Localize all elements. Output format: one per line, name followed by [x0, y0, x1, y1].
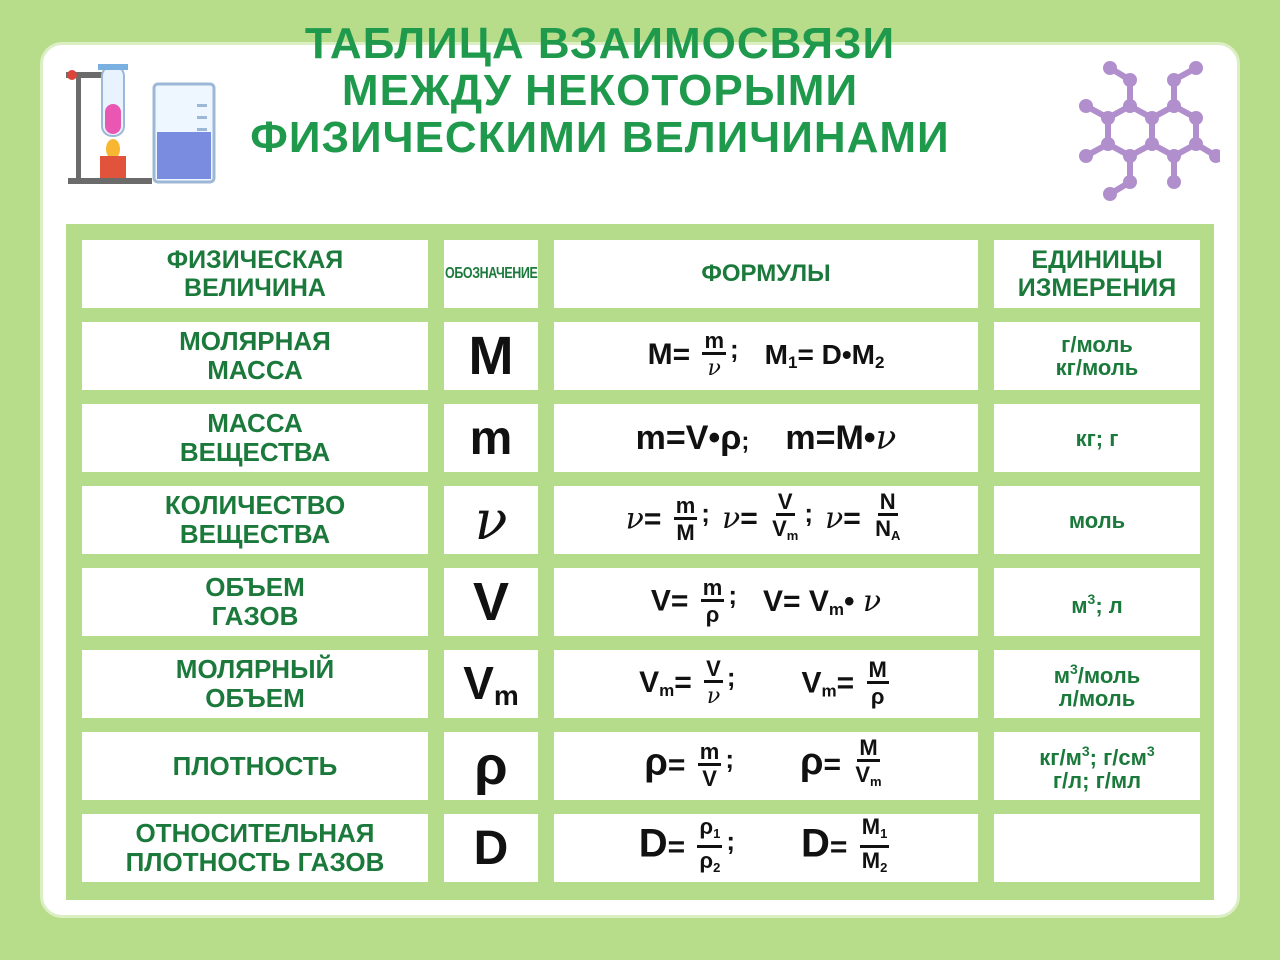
quantity-name [82, 486, 428, 554]
formula-d-m1-m2: D= $\frac{M_1}{M_2}$ [800, 813, 888, 875]
unit-cell [994, 732, 1200, 800]
quantity-name-line: ОБЪЕМ [205, 572, 305, 602]
quantity-name-line: КОЛИЧЕСТВО [164, 490, 346, 520]
unit-line: $м^3$; л [1071, 590, 1123, 618]
unit-cell [994, 568, 1200, 636]
header-units [994, 240, 1200, 308]
symbol-text: ν [474, 488, 508, 552]
formula-cell [554, 404, 978, 472]
quantity-name [82, 404, 428, 472]
formula-d-rho1-rho2: D= $\frac{\rho_1}{\rho_2}$ ; [638, 813, 735, 875]
formula-m1-dm2: M1= D•M2 [764, 339, 885, 372]
quantity-name-line: ОТНОСИТЕЛЬНАЯ [135, 818, 375, 848]
page-title [200, 20, 1000, 161]
unit-cell [994, 486, 1200, 554]
quantity-name-line: ГАЗОВ [211, 601, 299, 631]
formula-nu-m-mm: ν= $\frac{m}{M}$ ; [625, 492, 710, 545]
quantity-symbol [444, 568, 538, 636]
quantity-symbol [444, 322, 538, 390]
formula-v-vm-nu: V= Vm• ν [763, 584, 882, 619]
header-symbol-label: ОБОЗНАЧЕНИЕ [444, 265, 538, 282]
formula-vm-v-nu: Vm= $\frac{V}{\nu}$ ; [639, 656, 736, 709]
quantity-name-line: ВЕЩЕСТВА [179, 519, 331, 549]
symbol-text: M [468, 326, 514, 386]
quantity-name-line: ОБЪЕМ [205, 683, 305, 713]
formula-cell [554, 650, 978, 718]
formula-rho-m-v: ρ= $\frac{m}{V}$ ; [644, 738, 734, 791]
formula-cell [554, 814, 978, 882]
unit-line: $м^3$/моль [1053, 661, 1141, 688]
quantity-symbol [444, 404, 538, 472]
formula-cell [554, 568, 978, 636]
symbol-text: ρ [474, 736, 508, 796]
symbol-text: $V_m$ [463, 657, 519, 711]
header-units-label: ЕДИНИЦЫ ИЗМЕРЕНИЯ [1017, 246, 1177, 302]
unit-line: кг; г [1075, 425, 1119, 451]
quantity-name [82, 322, 428, 390]
unit-line: г/л; г/мл [1052, 768, 1142, 793]
title-line: МЕЖДУ НЕКОТОРЫМИ [341, 66, 859, 115]
quantity-name [82, 650, 428, 718]
formula-cell [554, 486, 978, 554]
quantity-name [82, 732, 428, 800]
quantity-name [82, 568, 428, 636]
formula-vm-m-rho: Vm= $\frac{M}{\rho}$ [801, 656, 887, 709]
title-line: ФИЗИЧЕСКИМИ ВЕЛИЧИНАМИ [250, 113, 950, 162]
symbol-text: D [473, 821, 509, 875]
quantity-name-line: ВЕЩЕСТВА [179, 437, 331, 467]
unit-line: л/моль [1058, 686, 1136, 711]
formula-cell [554, 732, 978, 800]
unit-cell [994, 322, 1200, 390]
quantity-name-line: МАССА [207, 355, 303, 385]
header-quantity-label: ФИЗИЧЕСКАЯ ВЕЛИЧИНА [166, 246, 344, 302]
quantity-name-line: МОЛЯРНАЯ [179, 326, 331, 356]
quantity-name [82, 814, 428, 882]
symbol-text: m [469, 411, 513, 465]
formula-m-m-nu: M= $\frac{m}{\nu}$ ; [647, 328, 739, 381]
formula-rho-m-vm: ρ= $\frac{M}{V_m}$ [799, 735, 882, 789]
unit-cell [994, 650, 1200, 718]
quantity-name-line: ПЛОТНОСТЬ ГАЗОВ [125, 847, 385, 877]
quantity-name-line: МАССА [207, 408, 303, 438]
quantity-name-line: ПЛОТНОСТЬ [172, 750, 338, 781]
unit-line: г/моль [1061, 332, 1133, 357]
formula-nu-n-na: ν= $\frac{N}{N_A}$ [824, 489, 901, 543]
unit-cell [994, 404, 1200, 472]
symbol-text: V [472, 572, 510, 632]
formula-m-m-nu2: m=M•ν [785, 418, 897, 458]
header-quantity [82, 240, 428, 308]
unit-cell [994, 814, 1200, 882]
title-line: ТАБЛИЦА ВЗАИМОСВЯЗИ [304, 19, 896, 68]
unit-line: $кг/м^3$; $г/см^3$ [1039, 743, 1155, 770]
formula-cell [554, 322, 978, 390]
quantity-symbol [444, 486, 538, 554]
formula-v-m-rho: V= $\frac{m}{\rho}$ ; [650, 574, 737, 627]
header-formulas [554, 240, 978, 308]
quantity-name-line: МОЛЯРНЫЙ [175, 654, 335, 684]
header-formulas-label: ФОРМУЛЫ [701, 260, 831, 287]
lab-equipment-icon [62, 60, 222, 190]
quantity-symbol [444, 814, 538, 882]
quantity-symbol [444, 650, 538, 718]
unit-line: кг/моль [1055, 355, 1139, 380]
formula-m-v-rho: m=V•ρ; [635, 418, 750, 457]
relations-table [66, 224, 1214, 900]
formula-nu-v-vm: ν= $\frac{V}{V_m}$ ; [721, 489, 813, 543]
quantity-symbol [444, 732, 538, 800]
molecule-icon [1078, 58, 1220, 206]
header-symbol [444, 240, 538, 308]
unit-line: моль [1068, 507, 1126, 533]
